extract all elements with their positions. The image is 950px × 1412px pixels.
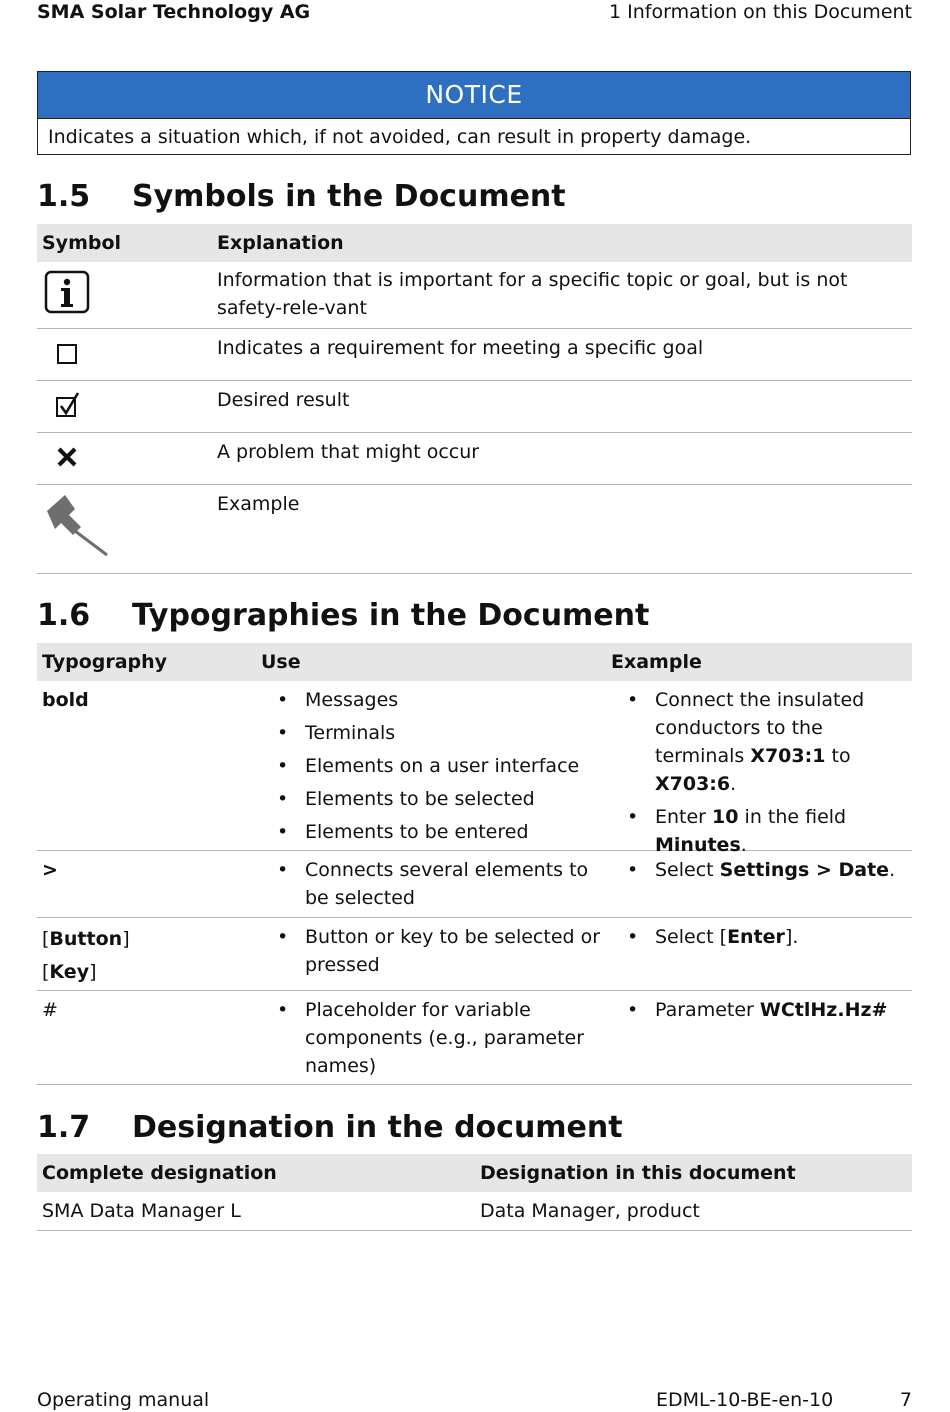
section-label: Designation in the document xyxy=(132,1110,623,1145)
list-item: • Select Settings > Date. xyxy=(627,856,907,884)
list-item: • Connect the insulated conductors to the terminals X703:1 to X703:6. xyxy=(627,686,907,798)
list-item: • Messages xyxy=(277,686,607,714)
checkbox-checked-icon xyxy=(55,391,81,427)
col-complete-designation: Complete designation xyxy=(42,1162,277,1184)
use-list xyxy=(277,686,607,851)
header-chapter: 1 Information on this Document xyxy=(609,1,912,23)
footer-doc-type: Operating manual xyxy=(37,1389,210,1411)
symbol-explanation: Desired result xyxy=(217,389,350,411)
table-row xyxy=(37,485,912,574)
header-company: SMA Solar Technology AG xyxy=(37,1,311,23)
list-item: • Select [Enter]. xyxy=(627,923,907,951)
list-item: • Button or key to be selected or pressed xyxy=(277,923,607,979)
col-example: Example xyxy=(611,651,702,673)
table-row xyxy=(37,381,912,433)
section-number: 1.6 xyxy=(37,598,91,633)
example-list xyxy=(627,856,907,884)
example-list xyxy=(627,686,907,859)
symbol-explanation: Example xyxy=(217,493,300,515)
col-typography: Typography xyxy=(42,651,168,673)
designation-this-document: Data Manager, product xyxy=(480,1200,700,1222)
table-row xyxy=(37,918,912,991)
footer-page-number: 7 xyxy=(899,1389,912,1411)
table-header xyxy=(37,643,912,681)
complete-designation: SMA Data Manager L xyxy=(42,1200,241,1222)
use-list xyxy=(277,923,607,979)
list-item: • Elements on a user interface xyxy=(277,752,607,780)
table-row xyxy=(37,851,912,918)
symbol-explanation: A problem that might occur xyxy=(217,441,480,463)
typography-button-key: [Button] [Key] xyxy=(42,928,130,983)
section-title-symbols xyxy=(37,177,912,217)
typography-hash: # xyxy=(42,999,58,1021)
section-title-designation xyxy=(37,1108,912,1148)
table-row xyxy=(37,991,912,1085)
list-item: • Elements to be entered xyxy=(277,818,607,846)
col-explanation: Explanation xyxy=(217,232,344,254)
list-item: • Connects several elements to be selected xyxy=(277,856,607,912)
section-number: 1.7 xyxy=(37,1110,91,1145)
col-use: Use xyxy=(261,651,301,673)
symbol-explanation: Information that is important for a specific topic or goal, but is not safety-rele-vant xyxy=(217,269,848,319)
designation-table xyxy=(37,1154,912,1232)
list-item: • Placeholder for variable components (e.g., parameter names) xyxy=(277,996,597,1080)
footer-doc-id: EDML-10-BE-en-10 xyxy=(656,1389,834,1411)
example-list xyxy=(627,923,907,951)
list-item: • Elements to be selected xyxy=(277,785,607,813)
table-row xyxy=(37,262,912,329)
symbols-table xyxy=(37,224,912,576)
table-header xyxy=(37,224,912,262)
typography-table xyxy=(37,643,912,1087)
list-item: • Terminals xyxy=(277,719,607,747)
use-list xyxy=(277,996,597,1080)
typography-bold: bold xyxy=(42,689,89,711)
col-symbol: Symbol xyxy=(42,232,122,254)
notice-text: Indicates a situation which, if not avoided, can result in property damage. xyxy=(48,126,752,148)
symbol-explanation: Indicates a requirement for meeting a specific goal xyxy=(217,337,704,359)
cross-icon xyxy=(56,446,78,476)
info-icon xyxy=(44,270,90,322)
table-row xyxy=(37,329,912,381)
checkbox-empty-icon xyxy=(56,343,78,373)
col-designation-this-document: Designation in this document xyxy=(480,1162,796,1184)
section-label: Typographies in the Document xyxy=(132,598,650,633)
list-item: • Enter 10 in the field Minutes. xyxy=(627,803,907,859)
notice-title: NOTICE xyxy=(38,72,910,119)
table-row xyxy=(37,681,912,856)
section-number: 1.5 xyxy=(37,179,91,214)
section-label: Symbols in the Document xyxy=(132,179,566,214)
list-item: • Parameter WCtlHz.Hz# xyxy=(627,996,907,1024)
table-row xyxy=(37,433,912,485)
pushpin-icon xyxy=(45,493,111,567)
typography-arrow: > xyxy=(42,859,58,881)
use-list xyxy=(277,856,607,912)
table-row xyxy=(37,1192,912,1231)
table-header xyxy=(37,1154,912,1192)
section-title-typography xyxy=(37,596,912,636)
example-list xyxy=(627,996,907,1024)
notice-box xyxy=(37,71,911,155)
